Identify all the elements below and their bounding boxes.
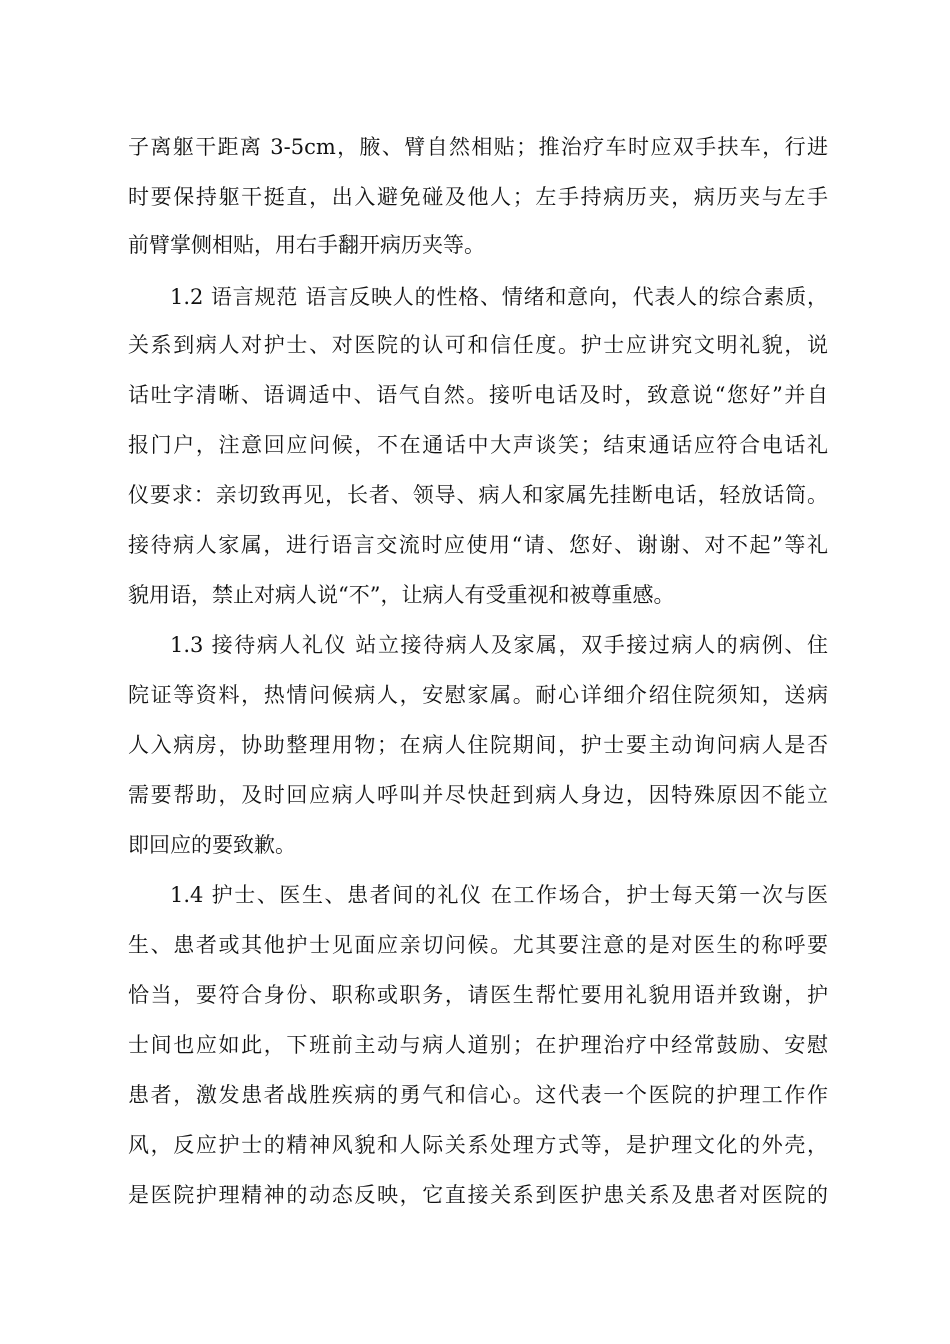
text-line: 人入病房，协助整理用物；在病人住院期间，护士要主动询问病人是否 — [128, 733, 828, 757]
text-line: 风，反应护士的精神风貌和人际关系处理方式等，是护理文化的外壳， — [128, 1133, 828, 1157]
section-heading-line: 1.2 语言规范 语言反映人的性格、情绪和意向，代表人的综合素质， — [170, 285, 828, 309]
text-line: 仪要求：亲切致再见，长者、领导、病人和家属先挂断电话，轻放话筒。 — [128, 483, 828, 507]
section-heading-line: 1.3 接待病人礼仪 站立接待病人及家属，双手接过病人的病例、住 — [170, 633, 828, 657]
text-line: 报门户，注意回应问候，不在通话中大声谈笑；结束通话应符合电话礼 — [128, 433, 828, 457]
text-line: 院证等资料，热情问候病人，安慰家属。耐心详细介绍住院须知，送病 — [128, 683, 828, 707]
text-line: 时要保持躯干挺直，出入避免碰及他人；左手持病历夹，病历夹与左手 — [128, 185, 828, 209]
text-line: 貌用语，禁止对病人说“不”，让病人有受重视和被尊重感。 — [128, 583, 675, 607]
text-line: 关系到病人对护士、对医院的认可和信任度。护士应讲究文明礼貌，说 — [128, 333, 828, 357]
text-line: 是医院护理精神的动态反映，它直接关系到医护患关系及患者对医院的 — [128, 1183, 828, 1207]
text-line: 患者，激发患者战胜疾病的勇气和信心。这代表一个医院的护理工作作 — [128, 1083, 828, 1107]
text-line: 话吐字清晰、语调适中、语气自然。接听电话及时，致意说“您好”并自 — [128, 383, 828, 407]
section-heading-line: 1.4 护士、医生、患者间的礼仪 在工作场合，护士每天第一次与医 — [170, 883, 828, 907]
text-line: 子离躯干距离 3-5cm，腋、臂自然相贴；推治疗车时应双手扶车，行进 — [128, 135, 828, 159]
text-line: 前臂掌侧相贴，用右手翻开病历夹等。 — [128, 233, 485, 257]
text-line: 恰当，要符合身份、职称或职务，请医生帮忙要用礼貌用语并致谢，护 — [128, 983, 828, 1007]
text-line: 士间也应如此，下班前主动与病人道别；在护理治疗中经常鼓励、安慰 — [128, 1033, 828, 1057]
text-line: 接待病人家属，进行语言交流时应使用“请、您好、谢谢、对不起”等礼 — [128, 533, 828, 557]
text-line: 即回应的要致歉。 — [128, 833, 296, 857]
text-line: 生、患者或其他护士见面应亲切问候。尤其要注意的是对医生的称呼要 — [128, 933, 828, 957]
text-line: 需要帮助，及时回应病人呼叫并尽快赶到病人身边，因特殊原因不能立 — [128, 783, 828, 807]
